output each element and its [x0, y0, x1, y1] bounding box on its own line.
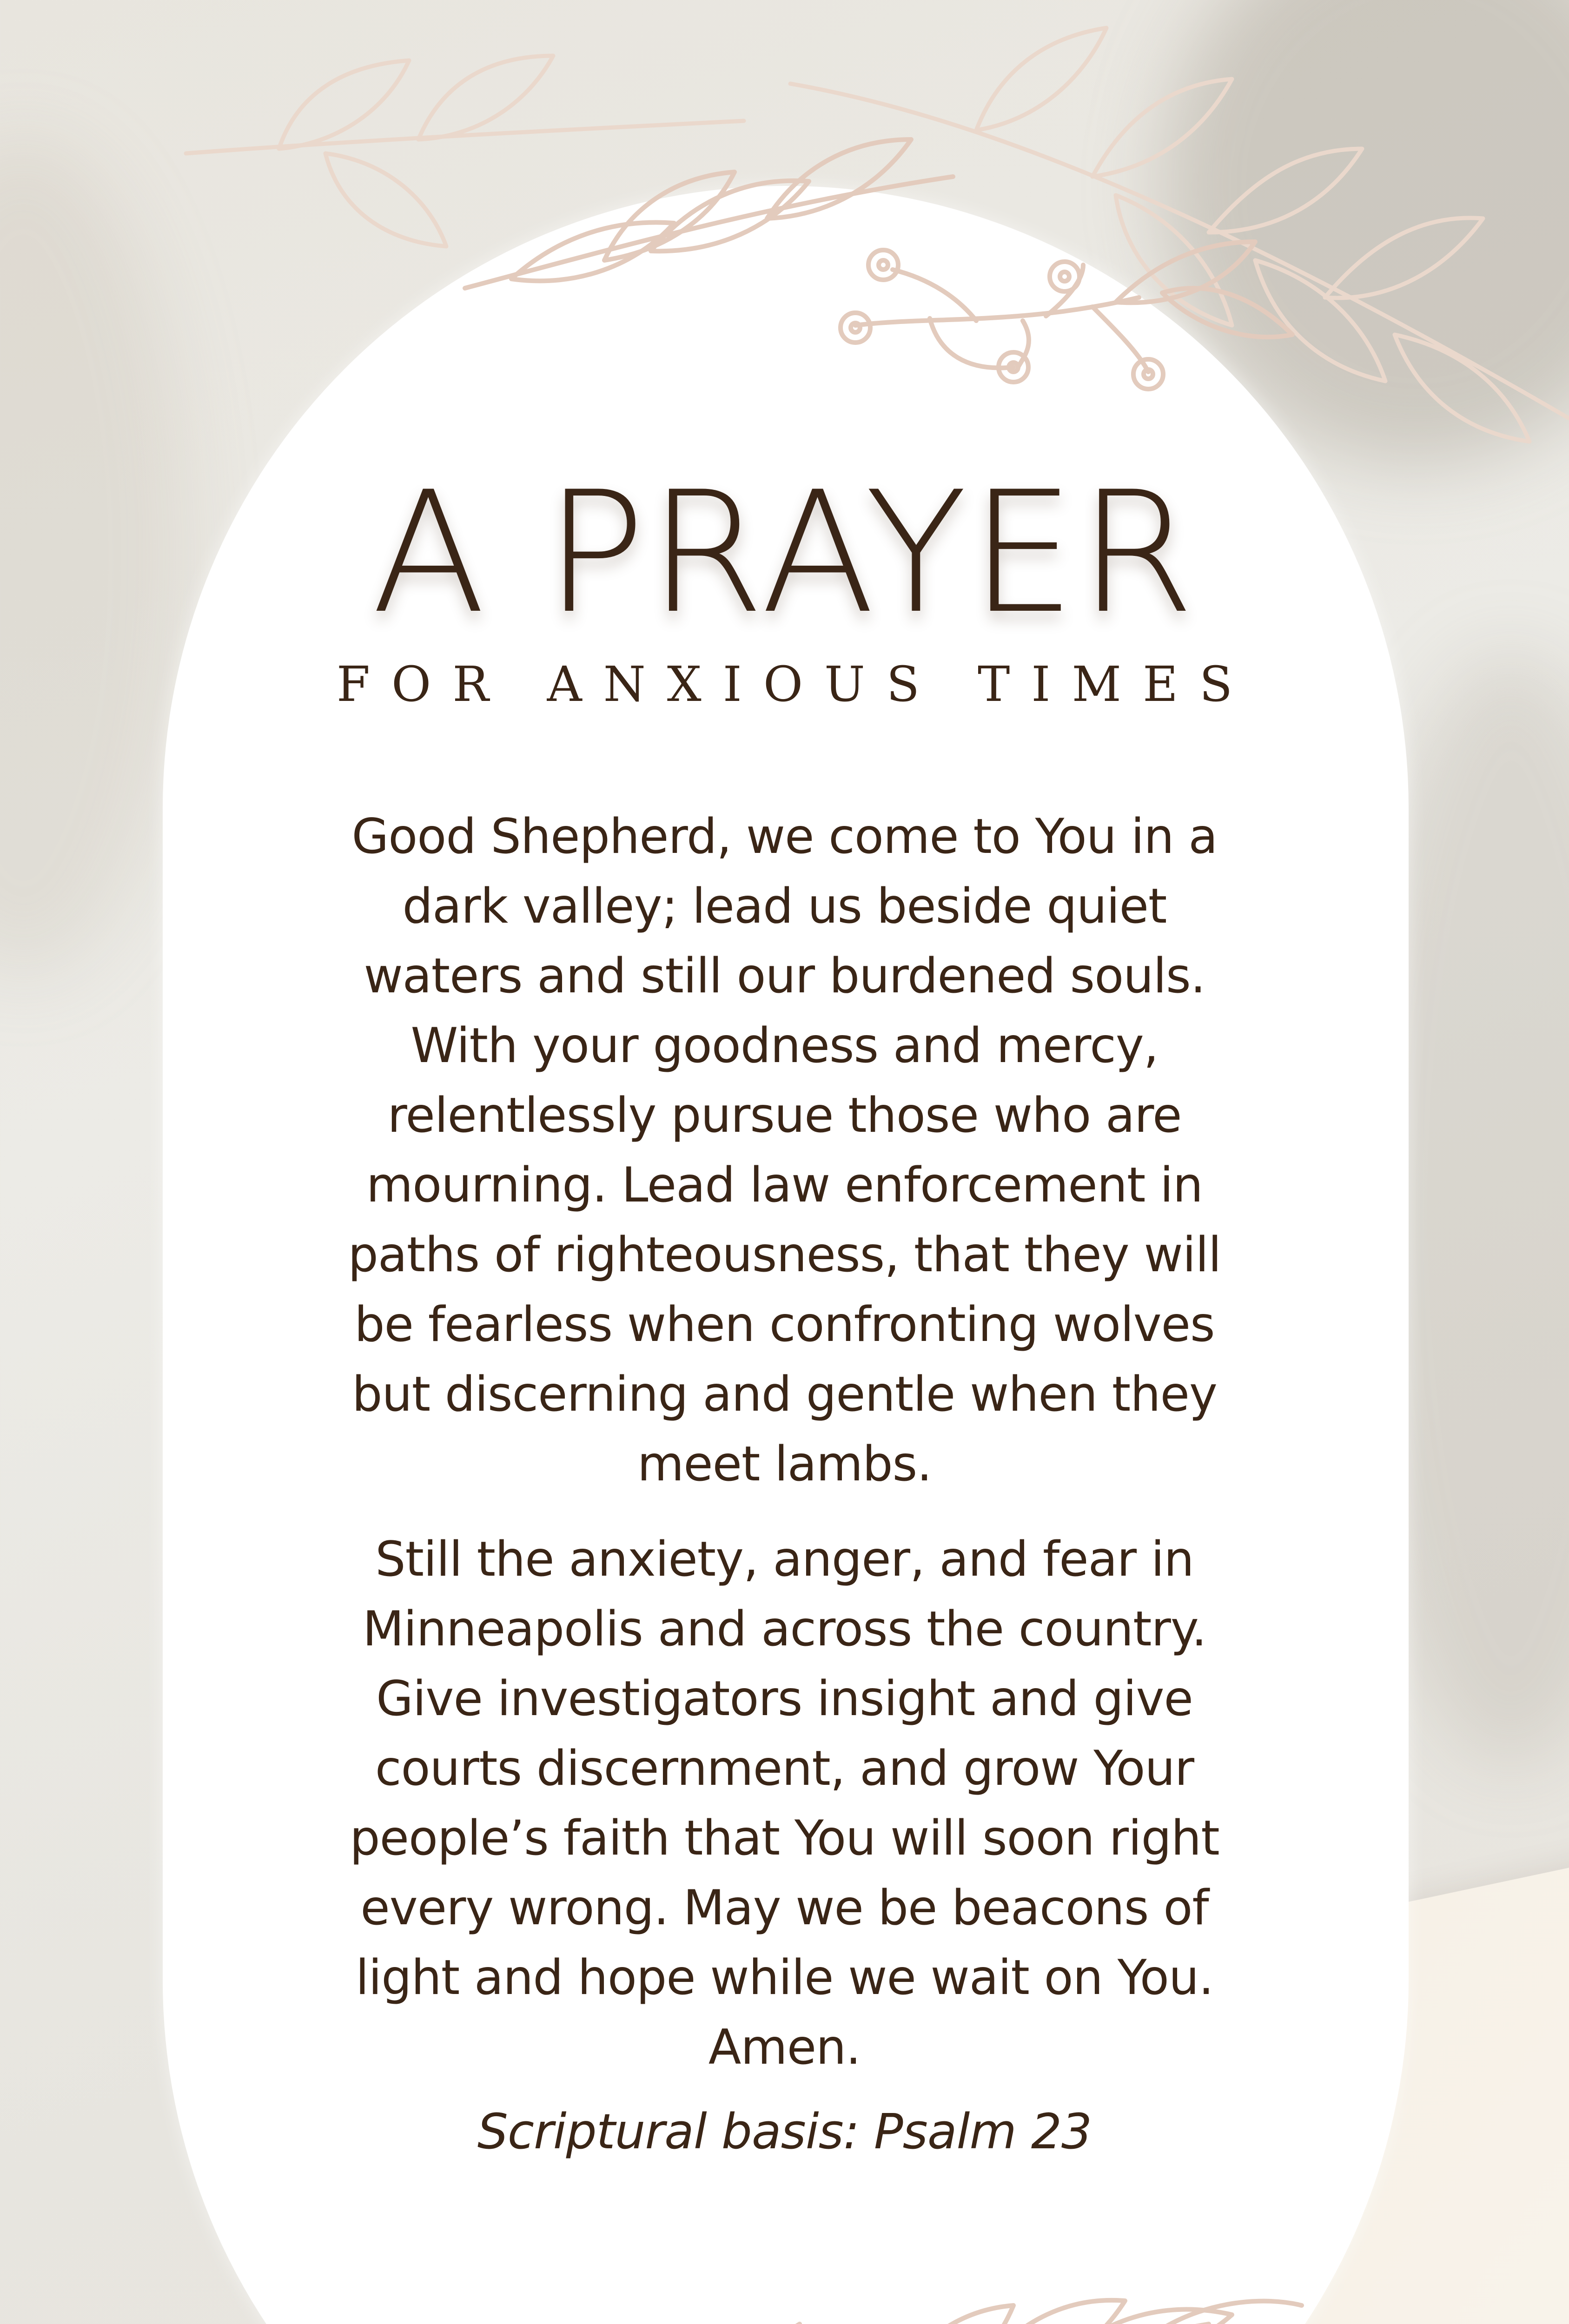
page-subtitle: FOR ANXIOUS TIMES: [336, 656, 1254, 713]
prayer-paragraph-2: Still the anxiety, anger, and fear in Minneapolis and across the country. Give investigators insight and give courts discernment, and grow Your people’s faith that You will soon right every wrong. May we be beacons of light and hope while we wait on You. Amen.: [350, 1532, 1219, 2075]
page-title: A PRAYER: [371, 456, 1198, 650]
scriptural-basis: Scriptural basis: Psalm 23: [477, 2103, 1092, 2160]
prayer-paragraph-1: Good Shepherd, we come to You in a dark valley; lead us beside quiet waters and still our burdened souls. With your goodness and mercy, relentlessly pursue those who are mourning. Lead law enforcement in paths of righteousness, that they will be fearless when confronting wolves but discerning and gentle when they meet lambs.: [348, 809, 1221, 1492]
